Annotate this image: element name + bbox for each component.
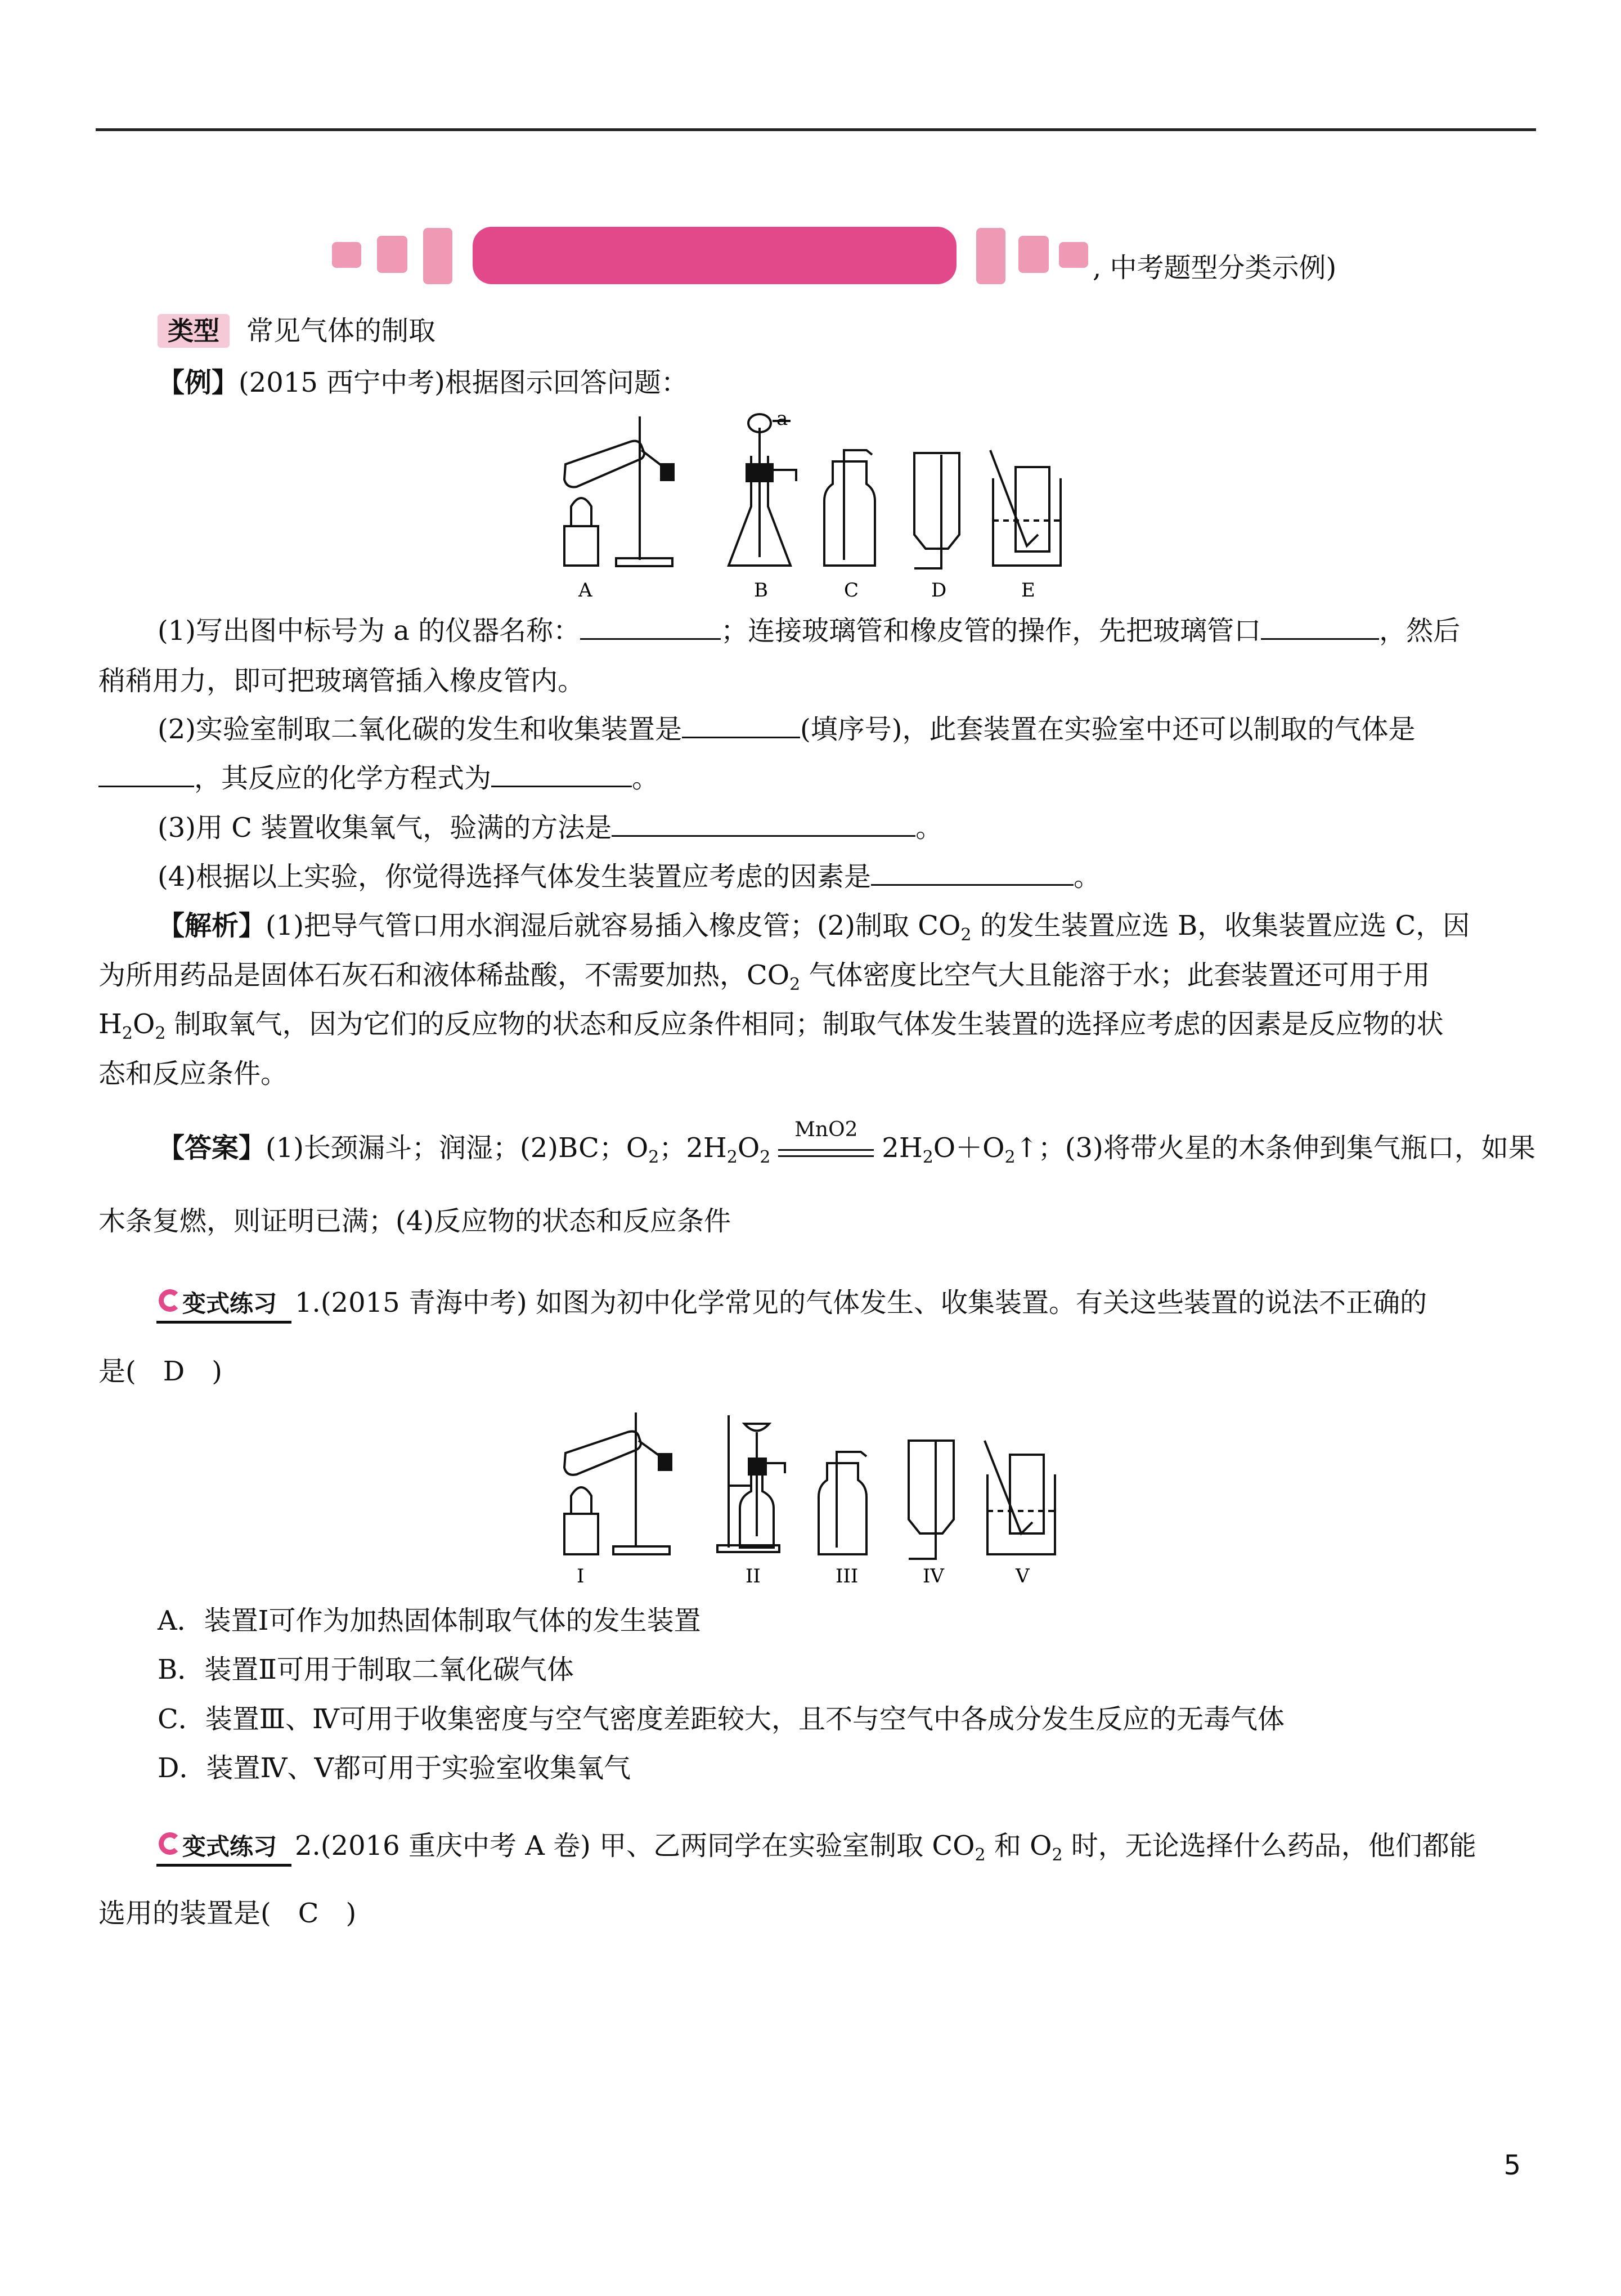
- practice-tag: 变式练习: [156, 1287, 291, 1324]
- section-tag: 类型: [158, 314, 230, 348]
- practice-2-text: 和 O: [985, 1830, 1052, 1862]
- q2-text-b: (填序号)，此套装置在实验室中还可以制取的气体是: [800, 714, 1416, 745]
- question-3: [158, 810, 942, 845]
- section-banner: [332, 222, 1401, 290]
- collection-jar-2: [1010, 1455, 1044, 1533]
- q2-text-c: ，其反应的化学方程式为: [194, 763, 492, 794]
- burner-block: [564, 526, 598, 566]
- gas-bottle-c: [824, 461, 875, 566]
- question-1-line-1: [158, 613, 1460, 648]
- outlet-2: [766, 1463, 785, 1473]
- stand-base: [616, 558, 672, 566]
- subscript: 2: [922, 1147, 933, 1167]
- tube-clamp: [661, 464, 673, 480]
- burner-block: [564, 1514, 598, 1554]
- q1-text-a: (1)写出图中标号为 a 的仪器名称：: [158, 615, 581, 647]
- burner-flame: [571, 498, 591, 526]
- question-2-line-1: [158, 712, 1415, 746]
- answer-line-1: [158, 1118, 1535, 1174]
- question-4: [158, 859, 1101, 894]
- practice-2-text: 2.(2016 重庆中考 A 卷) 甲、乙两同学在实验室制取 CO: [295, 1830, 975, 1862]
- subscript: 2: [648, 1147, 659, 1167]
- analysis-line-4: 态和反应条件。: [98, 1058, 288, 1089]
- q4-text: (4)根据以上实验，你觉得选择气体发生装置应考虑的因素是: [158, 861, 871, 893]
- practice-2-text: 时，无论选择什么药品，他们都能: [1062, 1830, 1476, 1862]
- analysis-line-2: [98, 958, 1430, 1002]
- example-intro: [158, 366, 688, 400]
- example-label: 【例】: [158, 367, 239, 398]
- practice-1-line-1: [156, 1286, 1427, 1324]
- fig-label-iv: IV: [923, 1565, 944, 1587]
- practice-tag: 变式练习: [156, 1830, 291, 1867]
- fig-label-d: D: [931, 579, 947, 602]
- fig-label-b: B: [754, 579, 768, 602]
- fig-label-a: A: [578, 579, 592, 602]
- banner-square: [377, 236, 407, 273]
- header-rule: [96, 128, 1536, 131]
- fig-label-e: E: [1021, 579, 1035, 602]
- banner-square: [423, 228, 452, 284]
- svg-text:a: a: [776, 411, 788, 430]
- option-b[interactable]: B．装置Ⅱ可用于制取二氧化碳气体: [158, 1654, 574, 1685]
- answer-blank[interactable]: [682, 712, 800, 738]
- flask-outlet: [773, 470, 796, 481]
- test-tube: [564, 1432, 641, 1475]
- subscript: 2: [789, 975, 801, 994]
- analysis-text: (1)把导气管口用水润湿后就容易插入橡皮管；(2)制取 CO: [266, 910, 961, 941]
- gas-bottle-iii: [819, 1463, 866, 1554]
- stopper-2: [749, 1459, 766, 1474]
- separating-funnel: [744, 1424, 769, 1431]
- q3-text: (3)用 C 装置收集氧气，验满的方法是: [158, 812, 612, 844]
- analysis-text: O: [132, 1008, 155, 1040]
- test-tube: [564, 441, 644, 487]
- analysis-text: 制取氧气，因为它们的反应物的状态和反应条件相同；制取气体发生装置的选择应考虑的因素是反应物的状: [165, 1008, 1444, 1040]
- analysis-text: 为所用药品是固体石灰石和液体稀盐酸，不需要加热，CO: [98, 959, 790, 991]
- burner-flame: [571, 1487, 591, 1514]
- example-source: (2015 西宁中考)根据图示回答问题：: [239, 367, 688, 398]
- banner-text: , 中考题型分类示例): [1093, 252, 1337, 284]
- q1-text-b: ；连接玻璃管和橡皮管的操作，先把玻璃管口: [721, 615, 1261, 647]
- analysis-text: H: [98, 1008, 122, 1040]
- q2-text-a: (2)实验室制取二氧化碳的发生和收集装置是: [158, 714, 682, 745]
- equals-bars: [778, 1149, 874, 1157]
- fig-label-c: C: [844, 579, 859, 602]
- tube-clamp: [659, 1454, 671, 1470]
- fig-label-i: I: [577, 1565, 585, 1587]
- practice-2-line-2: 选用的装置是( C ): [98, 1898, 357, 1929]
- answer-blank[interactable]: [612, 810, 915, 837]
- answer-blank[interactable]: [871, 859, 1074, 886]
- catalyst-label: MnO2: [794, 1118, 858, 1141]
- answer-text: O＋O: [933, 1132, 1005, 1164]
- analysis-text: 气体密度比空气大且能溶于水；此套装置还可用于用: [800, 959, 1430, 991]
- subscript: 2: [726, 1147, 738, 1167]
- gas-tube-iii: [837, 1452, 866, 1548]
- subscript: 2: [155, 1024, 166, 1043]
- section-heading: [158, 314, 435, 348]
- answer-blank[interactable]: [580, 613, 721, 640]
- subscript: 2: [1052, 1845, 1063, 1865]
- answer-label: 【答案】: [158, 1132, 266, 1164]
- analysis-label: 【解析】: [158, 910, 266, 941]
- analysis-text: 的发生装置应选 B，收集装置应选 C，因: [971, 910, 1470, 941]
- answer-text: O: [737, 1132, 760, 1164]
- q1-text-c: ，然后: [1379, 615, 1461, 647]
- gas-bottle-iv: [909, 1441, 954, 1533]
- question-2-line-2: [98, 761, 659, 795]
- subscript: 2: [1004, 1147, 1016, 1167]
- reaction-condition: [778, 1118, 874, 1157]
- subscript: 2: [975, 1845, 986, 1865]
- answer-blank[interactable]: [1261, 613, 1379, 640]
- practice-1-question: 1.(2015 青海中考) 如图为初中化学常见的气体发生、收集装置。有关这些装置的说法不正确的: [295, 1287, 1427, 1319]
- apparatus-figure-1: [560, 411, 1122, 602]
- practice-2-line-1: [156, 1829, 1476, 1872]
- subscript: 2: [122, 1024, 133, 1043]
- answer-text: (1)长颈漏斗；润湿；(2)BC；O: [266, 1132, 649, 1164]
- subscript: 2: [760, 1147, 771, 1167]
- answer-blank[interactable]: [98, 761, 194, 787]
- q4-end: 。: [1074, 861, 1101, 893]
- gas-tube-c: [844, 450, 872, 560]
- gas-tube-e: [990, 450, 1038, 546]
- banner-square: [976, 228, 1005, 284]
- practice-1-line-2: 是( D ): [98, 1356, 222, 1387]
- stand-base: [613, 1546, 670, 1554]
- apparatus-figure-2: [560, 1407, 1122, 1587]
- answer-line-2: 木条复燃，则证明已满；(4)反应物的状态和反应条件: [98, 1205, 731, 1237]
- answer-blank[interactable]: [491, 761, 632, 787]
- banner-square: [1059, 242, 1088, 268]
- answer-text: 2H: [882, 1132, 923, 1164]
- banner-square: [332, 242, 361, 268]
- question-1-line-2: 稍稍用力，即可把玻璃管插入橡皮管内。: [98, 665, 585, 697]
- fig-label-iii: III: [836, 1565, 859, 1587]
- section-title: 常见气体的制取: [246, 315, 436, 347]
- q3-end: 。: [915, 812, 943, 844]
- banner-pill: [473, 227, 957, 284]
- answer-text: ↑；(3)将带火星的木条伸到集气瓶口，如果: [1015, 1132, 1535, 1164]
- q2-text-d: 。: [632, 763, 659, 794]
- page-number: 5: [1503, 2150, 1521, 2181]
- analysis-line-1: [158, 909, 1470, 952]
- gas-bottle-d: [914, 453, 959, 549]
- option-d[interactable]: D．装置Ⅳ、Ⅴ都可用于实验室收集氧气: [158, 1752, 631, 1784]
- gas-tube-d: [914, 455, 941, 568]
- answer-text: ；2H: [659, 1132, 727, 1164]
- option-a[interactable]: A．装置Ⅰ可作为加热固体制取气体的发生装置: [158, 1605, 701, 1636]
- fig-label-v: V: [1016, 1565, 1030, 1587]
- gas-tube-iv: [909, 1442, 936, 1559]
- analysis-line-3: [98, 1007, 1444, 1051]
- banner-square: [1018, 236, 1049, 273]
- fig-label-ii: II: [746, 1565, 761, 1587]
- subscript: 2: [960, 925, 972, 945]
- option-c[interactable]: C．装置Ⅲ、Ⅳ可用于收集密度与空气密度差距较大，且不与空气中各成分发生反应的无毒气体: [158, 1703, 1285, 1735]
